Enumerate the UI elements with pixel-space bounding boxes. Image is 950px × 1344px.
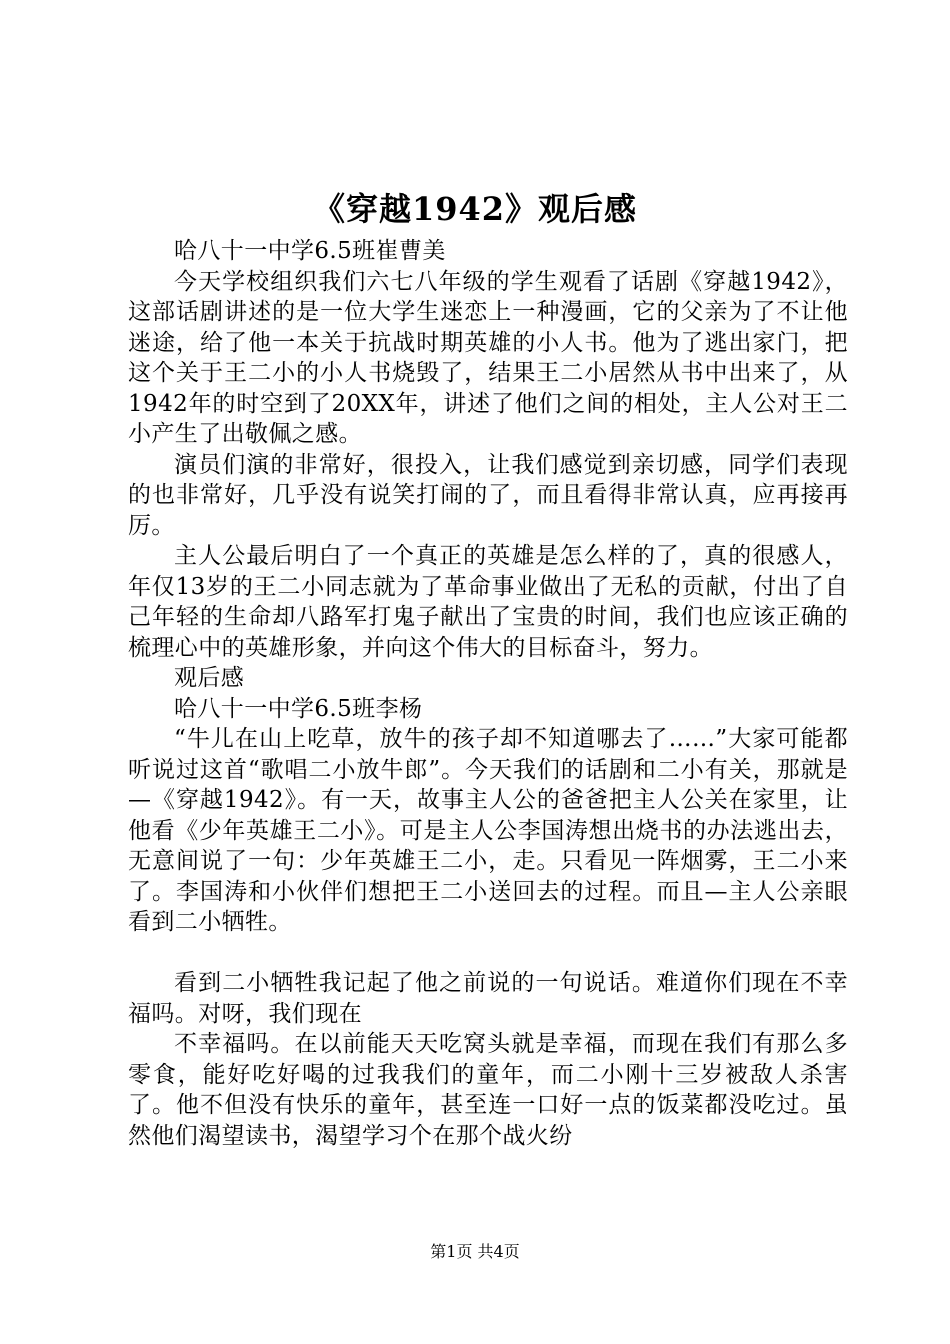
paragraph: 不幸福吗。在以前能天天吃窝头就是幸福，而现在我们有那么多零食，能好吃好喝的过我我们的童年，而二小刚十三岁被敌人杀害了。他不但没有快乐的童年，甚至连一口好一点的饭菜都没吃过。虽然他们渴望读书，渴望学习个在那个战火纷 [128,1031,848,1149]
author-byline: 哈八十一中学6.5班崔曹美 [174,238,446,264]
paragraph: 看到二小牺牲我记起了他之前说的一句说话。难道你们现在不幸福吗。对呀，我们现在 [128,970,848,1027]
paragraph: 主人公最后明白了一个真正的英雄是怎么样的了，真的很感人，年仅13岁的王二小同志就为了革命事业做出了无私的贡献，付出了自己年轻的生命却八路军打鬼子献出了宝贵的时间，我们也应该正确的梳理心中的英雄形象，并向这个伟大的目标奋斗，努力。 [128,543,848,661]
paragraph-spacer [128,938,848,969]
page-footer: 第1页 共4页 [430,1242,520,1261]
paragraph: “牛儿在山上吃草，放牛的孩子却不知道哪去了……”大家可能都听说过这首“歌唱二小放牛郎”。今天我们的话剧和二小有关，那就是—《穿越1942》。有一天，故事主人公的爸爸把主人公关在家里，让他看《少年英雄王二小》。可是主人公李国涛想出烧书的办法逃出去，无意间说了一句：少年英雄王二小，走。只看见一阵烟雾，王二小来了。李国涛和小伙伴们想把王二小送回去的过程。而且—主人公亲眼看到二小牺牲。 [128,726,848,935]
paragraph: 今天学校组织我们六七八年级的学生观看了话剧《穿越1942》，这部话剧讲述的是一位大学生迷恋上一种漫画，它的父亲为了不让他迷途，给了他一本关于抗战时期英雄的小人书。他为了逃出家门，把这个关于王二小的小人书烧毁了，结果王二小居然从书中出来了，从1942年的时空到了20XX年，讲述了他们之间的相处，主人公对王二小产生了出敬佩之感。 [128,268,848,447]
page-title: 《穿越1942》观后感 [312,190,638,228]
section-heading: 观后感 [174,665,245,691]
paragraph: 演员们演的非常好，很投入，让我们感觉到亲切感，同学们表现的也非常好，几乎没有说笑打闹的了，而且看得非常认真，应再接再厉。 [128,451,848,539]
document-body [128,236,848,1151]
author-byline: 哈八十一中学6.5班李杨 [174,695,423,722]
